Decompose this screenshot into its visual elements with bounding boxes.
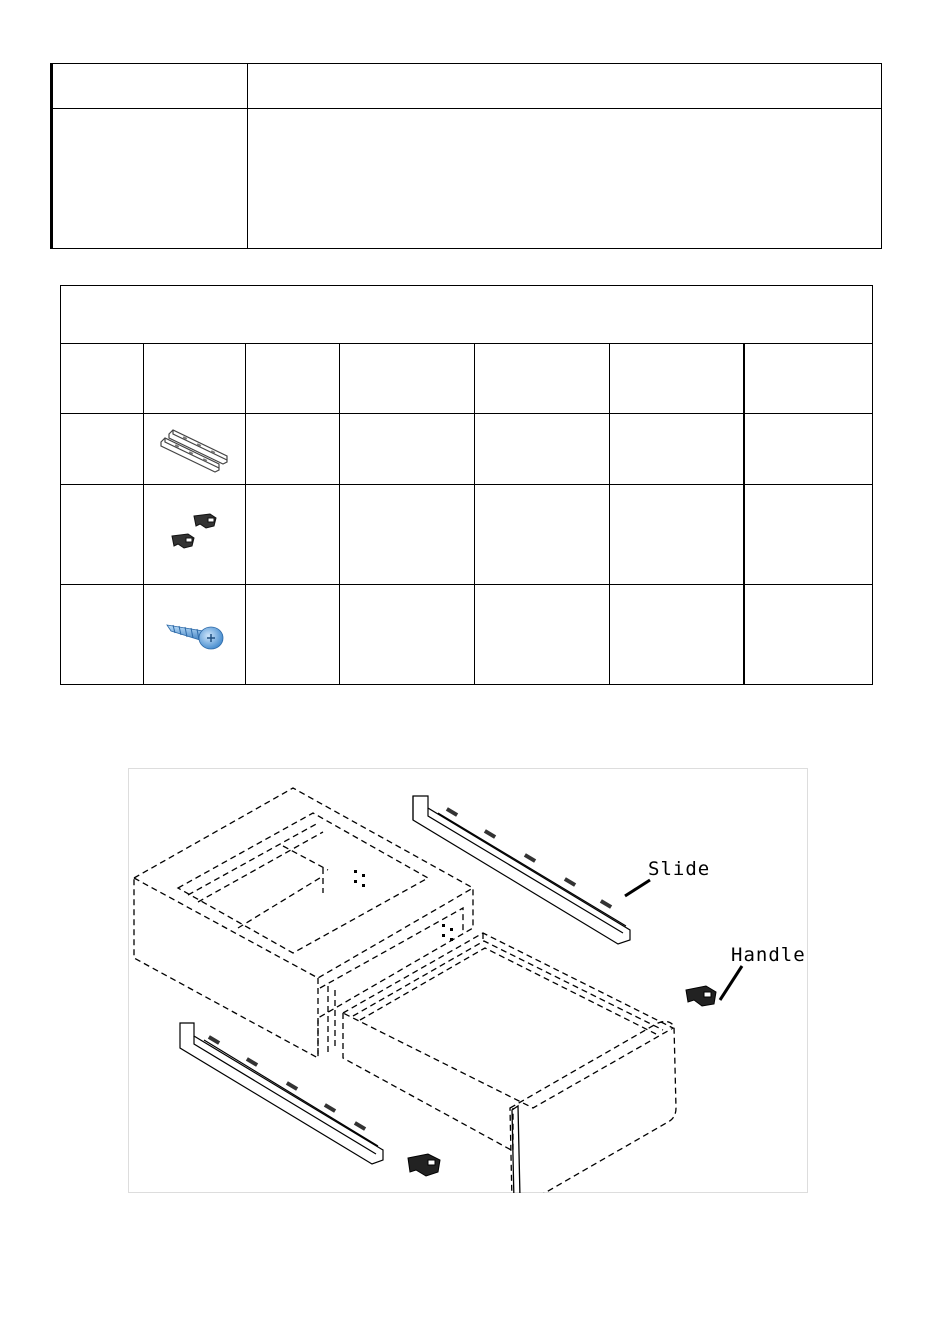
- part-cell: [475, 414, 610, 485]
- part-id-cell: [61, 585, 144, 685]
- part-image-cell: [144, 414, 246, 485]
- header-cell: [144, 344, 246, 414]
- handle-callout-label: Handle: [731, 944, 806, 966]
- part-cell: [340, 585, 475, 685]
- part-cell: [340, 485, 475, 585]
- slide-callout-label: Slide: [648, 858, 711, 880]
- part-cell: [340, 414, 475, 485]
- drawer-slide-pair-icon: [155, 420, 235, 476]
- drawer-handle-clip-icon: [160, 508, 230, 558]
- part-cell: [744, 585, 873, 685]
- parts-table-header-row: [61, 344, 873, 414]
- part-cell: [246, 485, 340, 585]
- header-label-cell: [52, 64, 248, 109]
- table-row: [61, 414, 873, 485]
- header-cell: [61, 344, 144, 414]
- part-cell: [475, 585, 610, 685]
- part-cell: [610, 414, 745, 485]
- header-table: [50, 63, 882, 249]
- description-label-cell: [52, 109, 248, 249]
- header-value-cell: [248, 64, 882, 109]
- header-cell: [744, 344, 873, 414]
- part-cell: [246, 414, 340, 485]
- part-cell: [744, 485, 873, 585]
- table-row: [61, 585, 873, 685]
- parts-table: [60, 285, 873, 685]
- description-value-cell: [248, 109, 882, 249]
- header-cell: [246, 344, 340, 414]
- part-image-cell: [144, 485, 246, 585]
- part-cell: [246, 585, 340, 685]
- parts-table-title: [61, 286, 873, 344]
- drawer-assembly-diagram: [128, 768, 808, 1193]
- part-image-cell: [144, 585, 246, 685]
- part-cell: [744, 414, 873, 485]
- part-cell: [475, 485, 610, 585]
- part-cell: [610, 485, 745, 585]
- screw-icon: [163, 611, 227, 655]
- header-cell: [340, 344, 475, 414]
- part-id-cell: [61, 485, 144, 585]
- table-row: [61, 485, 873, 585]
- header-cell: [610, 344, 745, 414]
- part-id-cell: [61, 414, 144, 485]
- part-cell: [610, 585, 745, 685]
- header-cell: [475, 344, 610, 414]
